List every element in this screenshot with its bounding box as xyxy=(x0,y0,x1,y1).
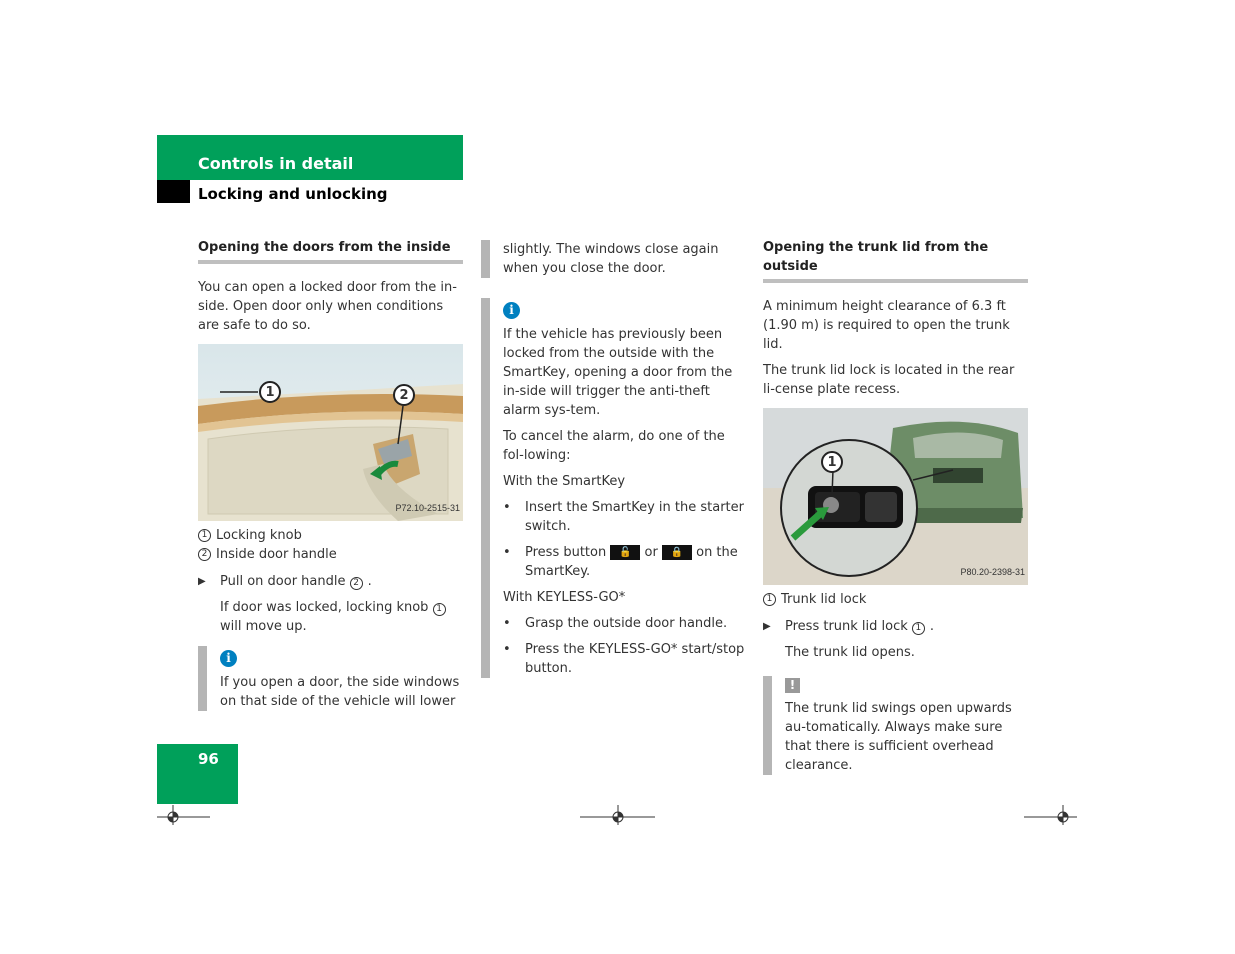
callout-2: 2 xyxy=(393,384,415,406)
alarm-info-text: If the vehicle has previously been locked from the outside with the SmartKey, opening a door from the in-side will trigger the anti-theft alarm sys-tem. xyxy=(503,327,733,418)
step-note xyxy=(198,598,463,636)
with-smartkey-label: With the SmartKey xyxy=(503,474,626,489)
figure-code: P80.20-2398-31 xyxy=(960,567,1025,577)
figure-code: P72.10-2515-31 xyxy=(395,503,460,513)
instruction-step xyxy=(763,617,1028,636)
info-icon: i xyxy=(503,302,520,319)
instruction-step xyxy=(198,572,463,591)
info-text: If you open a door, the side windows on that side of the vehicle will lower xyxy=(220,675,460,709)
bullet-item: • Grasp the outside door handle. xyxy=(503,616,728,631)
step-arrow-icon: ▶ xyxy=(763,621,771,632)
legend-num: 1 xyxy=(763,593,776,606)
legend xyxy=(198,526,463,564)
step-note-text: If door was locked, locking knob xyxy=(220,600,429,615)
continued-text: slightly. The windows close again when you close the door. xyxy=(503,242,719,276)
legend-text: Inside door handle xyxy=(216,547,337,562)
heading-open-trunk: Opening the trunk lid from the outside xyxy=(763,238,1028,283)
lock-location-text: The trunk lid lock is located in the rear li-cense plate recess. xyxy=(763,363,1015,397)
step-arrow-icon: ▶ xyxy=(198,576,206,587)
registration-mark-icon xyxy=(157,803,212,825)
bullet-text: Press the KEYLESS-GO* start/stop button. xyxy=(525,642,745,676)
bullet-item: • Press the KEYLESS-GO* start/stop button. xyxy=(503,640,747,678)
step-num: 2 xyxy=(350,577,363,590)
step-note-num: 1 xyxy=(433,603,446,616)
door-panel-illustration xyxy=(198,344,463,521)
callout-1: 1 xyxy=(821,451,843,473)
bullet-item: • Press button 🔓 or 🔒 on the SmartKey. xyxy=(503,545,738,579)
trunk-figure xyxy=(763,408,1028,585)
registration-mark-icon xyxy=(1024,803,1078,825)
step-text: Press trunk lid lock xyxy=(785,619,908,634)
step-num: 1 xyxy=(912,622,925,635)
info-icon: i xyxy=(220,650,237,667)
legend-text: Locking knob xyxy=(216,528,302,543)
with-keyless-label: With KEYLESS-GO* xyxy=(503,590,626,605)
column-2 xyxy=(481,240,747,678)
column-1 xyxy=(198,238,463,711)
step-text-end: . xyxy=(929,619,935,634)
legend-num: 2 xyxy=(198,548,211,561)
cancel-text: To cancel the alarm, do one of the fol-lowing: xyxy=(503,429,725,463)
bullet-text: Press button xyxy=(525,545,607,560)
bullet-or: or xyxy=(644,545,658,560)
warning-icon: ! xyxy=(785,678,800,693)
subsection-title: Locking and unlocking xyxy=(198,185,388,203)
lock-button-icon: 🔒 xyxy=(662,545,692,560)
section-title: Controls in detail xyxy=(198,154,354,173)
trunk-illustration xyxy=(763,408,1028,585)
unlock-button-icon: 🔓 xyxy=(610,545,640,560)
bullet-item: • Insert the SmartKey in the starter switch. xyxy=(503,498,747,536)
step-text-end: . xyxy=(367,574,372,589)
legend xyxy=(763,590,1028,609)
step-text: Pull on door handle xyxy=(220,574,346,589)
column-3 xyxy=(763,238,1028,775)
legend-item xyxy=(763,590,1028,609)
subsection-marker xyxy=(157,180,190,203)
page-number: 96 xyxy=(198,750,219,768)
info-box xyxy=(198,646,463,711)
legend-num: 1 xyxy=(198,529,211,542)
continued-box xyxy=(481,240,747,278)
warning-text: The trunk lid swings open upwards au-tomatically. Always make sure that there is sufficient overhead clearance. xyxy=(785,701,1012,773)
door-figure xyxy=(198,344,463,521)
step-note-text-end: will move up. xyxy=(220,619,307,634)
legend-item xyxy=(198,545,463,564)
intro-text: You can open a locked door from the in-side. Open door only when conditions are safe to do so. xyxy=(198,280,457,333)
bullet-text-end: on the SmartKey. xyxy=(525,545,738,579)
clearance-text: A minimum height clearance of 6.3 ft (1.90 m) is required to open the trunk lid. xyxy=(763,299,1010,352)
alarm-info-box xyxy=(481,298,747,678)
heading-open-doors-inside: Opening the doors from the inside xyxy=(198,238,463,264)
bullet-text: Grasp the outside door handle. xyxy=(525,616,728,631)
registration-mark-icon xyxy=(580,803,656,825)
callout-1: 1 xyxy=(259,381,281,403)
warning-box xyxy=(763,676,1028,775)
bullet-text: Insert the SmartKey in the starter switch. xyxy=(525,500,744,534)
step-note: The trunk lid opens. xyxy=(785,645,915,660)
legend-text: Trunk lid lock xyxy=(781,592,867,607)
legend-item xyxy=(198,526,463,545)
